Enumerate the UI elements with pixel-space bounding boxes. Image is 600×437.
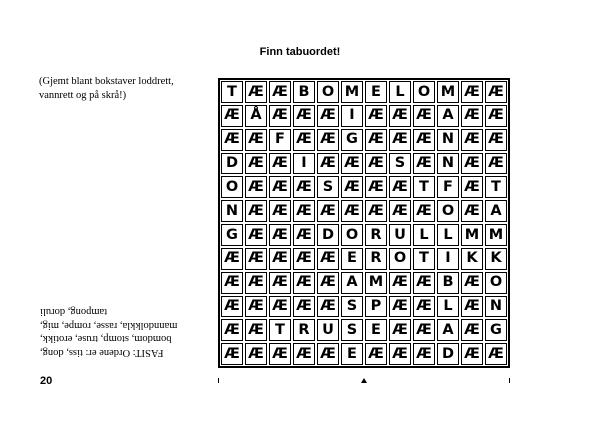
grid-cell: Æ	[245, 129, 267, 151]
grid-cell: Æ	[317, 343, 339, 365]
grid-cell: G	[485, 319, 507, 341]
grid-cell: Æ	[485, 153, 507, 175]
grid-cell: Æ	[413, 153, 435, 175]
grid-cell: Æ	[389, 200, 411, 222]
grid-cell: Æ	[317, 296, 339, 318]
grid-cell: U	[389, 224, 411, 246]
grid-cell: R	[365, 224, 387, 246]
grid-cell: Æ	[317, 129, 339, 151]
grid-cell: Æ	[365, 129, 387, 151]
grid-cell: D	[437, 343, 459, 365]
grid-cell: Æ	[317, 248, 339, 270]
right-tick-mark	[509, 378, 510, 383]
grid-cell: Æ	[413, 319, 435, 341]
grid-cell: Æ	[245, 272, 267, 294]
grid-cell: Æ	[461, 343, 483, 365]
grid-cell: Æ	[221, 272, 243, 294]
grid-cell: Æ	[365, 176, 387, 198]
grid-cell: A	[437, 105, 459, 127]
grid-cell: O	[221, 176, 243, 198]
grid-cell: I	[437, 248, 459, 270]
grid-cell: P	[365, 296, 387, 318]
grid-cell: Æ	[365, 153, 387, 175]
grid-cell: Æ	[413, 272, 435, 294]
grid-cell: T	[485, 176, 507, 198]
grid-cell: T	[413, 176, 435, 198]
grid-cell: B	[437, 272, 459, 294]
grid-cell: Æ	[293, 105, 315, 127]
grid-cell: Æ	[461, 176, 483, 198]
grid-cell: Æ	[293, 200, 315, 222]
grid-cell: L	[389, 81, 411, 103]
grid-cell: Æ	[317, 105, 339, 127]
grid-cell: R	[293, 319, 315, 341]
center-triangle-mark	[361, 378, 367, 383]
grid-cell: T	[413, 248, 435, 270]
grid-cell: Æ	[317, 272, 339, 294]
grid-cell: Æ	[245, 176, 267, 198]
grid-cell: F	[269, 129, 291, 151]
grid-cell: O	[389, 248, 411, 270]
grid-cell: L	[437, 296, 459, 318]
grid-cell: E	[341, 343, 363, 365]
grid-cell: Æ	[365, 200, 387, 222]
grid-cell: Æ	[485, 129, 507, 151]
answer-key	[40, 305, 210, 359]
grid-cell: Æ	[461, 129, 483, 151]
grid-cell: O	[317, 81, 339, 103]
grid-cell: Æ	[365, 343, 387, 365]
grid-cell: O	[485, 272, 507, 294]
grid-cell: Æ	[269, 343, 291, 365]
grid-cell: M	[461, 224, 483, 246]
grid-cell: Æ	[413, 343, 435, 365]
grid-cell: Æ	[485, 343, 507, 365]
grid-cell: Æ	[293, 129, 315, 151]
grid-cell: Æ	[389, 343, 411, 365]
grid-cell: E	[341, 248, 363, 270]
grid-cell: G	[221, 224, 243, 246]
grid-cell: Æ	[413, 105, 435, 127]
grid-cell: Æ	[245, 248, 267, 270]
grid-cell: D	[317, 224, 339, 246]
grid-cell: M	[485, 224, 507, 246]
grid-cell: R	[365, 248, 387, 270]
grid-cell: Æ	[485, 81, 507, 103]
grid-cell: Æ	[461, 81, 483, 103]
grid-cell: O	[341, 224, 363, 246]
grid-cell: K	[461, 248, 483, 270]
grid-cell: Æ	[413, 296, 435, 318]
grid-cell: Æ	[461, 200, 483, 222]
grid-cell: Æ	[269, 248, 291, 270]
grid-cell: T	[269, 319, 291, 341]
grid-cell: Æ	[269, 153, 291, 175]
grid-cell: S	[317, 176, 339, 198]
grid-cell: Æ	[269, 272, 291, 294]
word-search-grid	[218, 78, 510, 368]
grid-cell: Æ	[245, 200, 267, 222]
grid-cell: Æ	[293, 343, 315, 365]
grid-cell: Æ	[245, 81, 267, 103]
grid-cell: Æ	[245, 224, 267, 246]
grid-cell: E	[365, 81, 387, 103]
grid-cell: A	[437, 319, 459, 341]
grid-cell: Æ	[269, 296, 291, 318]
grid-cell: Æ	[461, 272, 483, 294]
grid-cell: Æ	[221, 248, 243, 270]
grid-cell: L	[437, 224, 459, 246]
grid-cell: Æ	[293, 248, 315, 270]
grid-cell: Æ	[341, 153, 363, 175]
grid-cell: Æ	[389, 296, 411, 318]
grid-cell: Æ	[269, 105, 291, 127]
grid-cell: N	[437, 129, 459, 151]
grid-cell: Æ	[413, 129, 435, 151]
grid-cell: Æ	[293, 224, 315, 246]
grid-cell: S	[341, 296, 363, 318]
grid-cell: Æ	[293, 296, 315, 318]
grid-cell: M	[437, 81, 459, 103]
grid-cell: Æ	[341, 176, 363, 198]
answer-line: FASIT: Ordene er: tiss, dong,	[40, 347, 164, 358]
grid-cell: Æ	[293, 176, 315, 198]
puzzle-instructions: (Gjemt blant bokstaver loddrett, vannrett og på skrå!)	[39, 76, 174, 101]
left-tick-mark	[218, 378, 219, 383]
grid-cell: Å	[245, 105, 267, 127]
grid-cell: S	[341, 319, 363, 341]
grid-cell: E	[365, 319, 387, 341]
grid-cell: Æ	[341, 200, 363, 222]
grid-cell: Æ	[389, 129, 411, 151]
grid-cell: O	[437, 200, 459, 222]
page-title: Finn tabuordet!	[259, 46, 341, 58]
grid-cell: A	[485, 200, 507, 222]
grid-cell: Æ	[389, 319, 411, 341]
grid-cell: M	[341, 81, 363, 103]
grid-cell: Æ	[269, 176, 291, 198]
grid-cell: Æ	[221, 319, 243, 341]
answer-line: manndolkkla, rasse, rompe, mig,	[40, 320, 178, 331]
grid-cell: D	[221, 153, 243, 175]
grid-cell: Æ	[269, 81, 291, 103]
grid-cell: S	[389, 153, 411, 175]
grid-cell: M	[365, 272, 387, 294]
grid-cell: G	[341, 129, 363, 151]
grid-cell: Æ	[245, 296, 267, 318]
grid-cell: N	[437, 153, 459, 175]
grid-cell: Æ	[461, 319, 483, 341]
answer-line: tampong, doruli	[40, 306, 108, 318]
grid-cell: L	[413, 224, 435, 246]
grid-cell: Æ	[269, 224, 291, 246]
grid-cell: I	[293, 153, 315, 175]
grid-cell: Æ	[245, 319, 267, 341]
grid-cell: F	[437, 176, 459, 198]
grid-cell: Æ	[221, 296, 243, 318]
grid-cell: Æ	[485, 105, 507, 127]
grid-cell: Æ	[293, 272, 315, 294]
page-number: 20	[40, 375, 53, 387]
grid-cell: Æ	[461, 105, 483, 127]
grid-cell: O	[413, 81, 435, 103]
grid-cell: Æ	[389, 272, 411, 294]
answer-line: bomdom, stomp, truse, erotikk,	[40, 333, 172, 345]
grid-cell: B	[293, 81, 315, 103]
grid-cell: Æ	[221, 129, 243, 151]
grid-cell: Æ	[221, 105, 243, 127]
grid-cell: I	[341, 105, 363, 127]
grid-cell: Æ	[461, 153, 483, 175]
grid-cell: Æ	[461, 296, 483, 318]
grid-cell: Æ	[389, 176, 411, 198]
grid-cell: N	[221, 200, 243, 222]
grid-cell: Æ	[413, 200, 435, 222]
grid-cell: Æ	[269, 200, 291, 222]
grid-cell: T	[221, 81, 243, 103]
grid-cell: N	[485, 296, 507, 318]
grid-cell: Æ	[245, 343, 267, 365]
grid-cell: U	[317, 319, 339, 341]
grid-cell: Æ	[245, 153, 267, 175]
grid-cell: K	[485, 248, 507, 270]
grid-cell: Æ	[389, 105, 411, 127]
grid-cell: Æ	[221, 343, 243, 365]
grid-cell: A	[341, 272, 363, 294]
grid-cell: Æ	[317, 153, 339, 175]
grid-cell: Æ	[365, 105, 387, 127]
grid-cell: Æ	[317, 200, 339, 222]
